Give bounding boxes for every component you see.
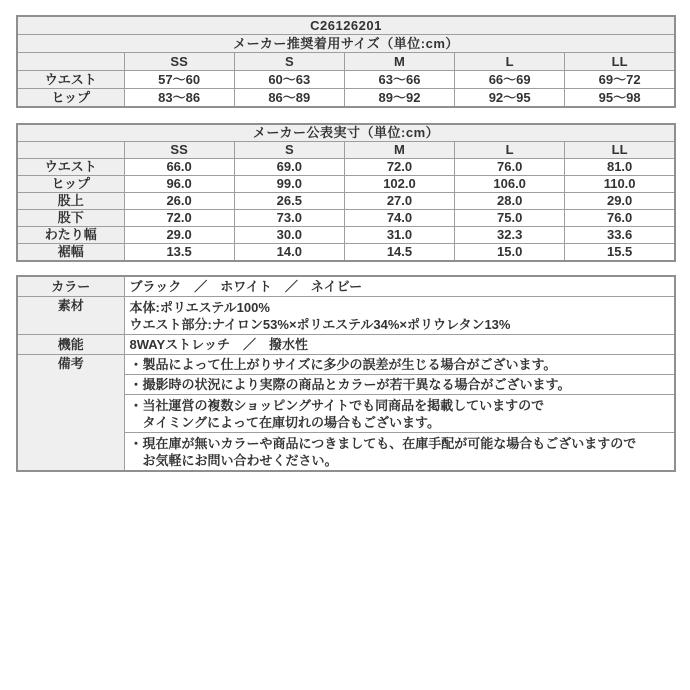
size-value-cell: 86～89 xyxy=(234,89,344,108)
size-header-row xyxy=(17,53,675,71)
size-value-cell: 27.0 xyxy=(344,193,454,210)
product-code: C26126201 xyxy=(17,16,675,35)
size-value-cell: 81.0 xyxy=(565,159,675,176)
actual-size-table xyxy=(16,123,676,262)
table-row xyxy=(17,89,675,108)
size-value-cell: 31.0 xyxy=(344,227,454,244)
size-column-header: LL xyxy=(565,53,675,71)
material-line: 本体:ポリエステル100% xyxy=(129,299,270,315)
material-line: ウエスト部分:ナイロン53%×ポリエステル34%×ポリウレタン13% xyxy=(129,316,511,332)
remark-item xyxy=(124,395,675,433)
size-value-cell: 29.0 xyxy=(565,193,675,210)
table-row xyxy=(17,159,675,176)
size-column-header: S xyxy=(234,142,344,159)
size-column-header: SS xyxy=(124,53,234,71)
size-value-cell: 29.0 xyxy=(124,227,234,244)
size-value-cell: 72.0 xyxy=(124,210,234,227)
remark-item xyxy=(124,433,675,472)
size-value-cell: 110.0 xyxy=(565,176,675,193)
size-value-cell: 28.0 xyxy=(455,193,565,210)
row-label: ウエスト xyxy=(17,159,124,176)
table-row xyxy=(17,176,675,193)
size-value-cell: 75.0 xyxy=(455,210,565,227)
product-details-table xyxy=(16,275,676,472)
table-row xyxy=(17,193,675,210)
size-value-cell: 60～63 xyxy=(234,71,344,89)
corner-cell xyxy=(17,53,124,71)
size-value-cell: 26.5 xyxy=(234,193,344,210)
remark-line: ・現在庫が無いカラーや商品につきましても、在庫手配が可能な場合もございますので xyxy=(129,435,637,451)
size-column-header: SS xyxy=(124,142,234,159)
material-info xyxy=(124,297,675,335)
size-value-cell: 66～69 xyxy=(455,71,565,89)
remark-item: ・製品によって仕上がりサイズに多少の誤差が生じる場合がございます。 xyxy=(124,355,675,375)
size-value-cell: 73.0 xyxy=(234,210,344,227)
spacer xyxy=(16,108,676,123)
size-column-header: M xyxy=(344,53,454,71)
remark-item: ・撮影時の状況により実際の商品とカラーが若干異なる場合がございます。 xyxy=(124,375,675,395)
size-value-cell: 32.3 xyxy=(455,227,565,244)
table-row xyxy=(17,355,675,375)
size-value-cell: 57～60 xyxy=(124,71,234,89)
spacer xyxy=(16,262,676,275)
size-column-header: L xyxy=(455,53,565,71)
row-label: 素材 xyxy=(17,297,124,335)
row-label: ヒップ xyxy=(17,89,124,108)
row-label: ヒップ xyxy=(17,176,124,193)
size-value-cell: 66.0 xyxy=(124,159,234,176)
table-row xyxy=(17,16,675,35)
size-value-cell: 30.0 xyxy=(234,227,344,244)
size-column-header: LL xyxy=(565,142,675,159)
size-value-cell: 69～72 xyxy=(565,71,675,89)
actual-size-title: メーカー公表実寸（単位:cm） xyxy=(17,124,675,142)
recommended-size-table xyxy=(16,15,676,108)
size-column-header: L xyxy=(455,142,565,159)
table-row xyxy=(17,244,675,262)
size-value-cell: 74.0 xyxy=(344,210,454,227)
size-value-cell: 102.0 xyxy=(344,176,454,193)
row-label: 備考 xyxy=(17,355,124,472)
table-row xyxy=(17,210,675,227)
table-row xyxy=(17,335,675,355)
row-label: わたり幅 xyxy=(17,227,124,244)
size-header-row xyxy=(17,142,675,159)
size-value-cell: 15.5 xyxy=(565,244,675,262)
table-row xyxy=(17,276,675,297)
row-label: ウエスト xyxy=(17,71,124,89)
corner-cell xyxy=(17,142,124,159)
row-label: 股上 xyxy=(17,193,124,210)
size-value-cell: 63～66 xyxy=(344,71,454,89)
size-value-cell: 13.5 xyxy=(124,244,234,262)
table-row xyxy=(17,227,675,244)
size-value-cell: 96.0 xyxy=(124,176,234,193)
color-options: ブラック ／ ホワイト ／ ネイビー xyxy=(124,276,675,297)
size-value-cell: 15.0 xyxy=(455,244,565,262)
remark-line: お気軽にお問い合わせください。 xyxy=(129,452,338,468)
row-label: 裾幅 xyxy=(17,244,124,262)
size-value-cell: 14.0 xyxy=(234,244,344,262)
size-value-cell: 83～86 xyxy=(124,89,234,108)
size-value-cell: 99.0 xyxy=(234,176,344,193)
table-row xyxy=(17,124,675,142)
size-value-cell: 95～98 xyxy=(565,89,675,108)
row-label: 股下 xyxy=(17,210,124,227)
size-value-cell: 26.0 xyxy=(124,193,234,210)
size-value-cell: 89～92 xyxy=(344,89,454,108)
remark-line: タイミングによって在庫切れの場合もございます。 xyxy=(129,414,440,430)
row-label: カラー xyxy=(17,276,124,297)
size-value-cell: 69.0 xyxy=(234,159,344,176)
size-value-cell: 33.6 xyxy=(565,227,675,244)
function-info: 8WAYストレッチ ／ 撥水性 xyxy=(124,335,675,355)
table-row xyxy=(17,71,675,89)
remark-line: ・当社運営の複数ショッピングサイトでも同商品を掲載していますので xyxy=(129,397,545,413)
table-row xyxy=(17,297,675,335)
size-value-cell: 72.0 xyxy=(344,159,454,176)
size-value-cell: 92～95 xyxy=(455,89,565,108)
recommended-size-title: メーカー推奨着用サイズ（単位:cm） xyxy=(17,35,675,53)
table-row xyxy=(17,35,675,53)
size-value-cell: 14.5 xyxy=(344,244,454,262)
size-column-header: S xyxy=(234,53,344,71)
size-value-cell: 76.0 xyxy=(565,210,675,227)
size-value-cell: 106.0 xyxy=(455,176,565,193)
row-label: 機能 xyxy=(17,335,124,355)
size-value-cell: 76.0 xyxy=(455,159,565,176)
size-column-header: M xyxy=(344,142,454,159)
